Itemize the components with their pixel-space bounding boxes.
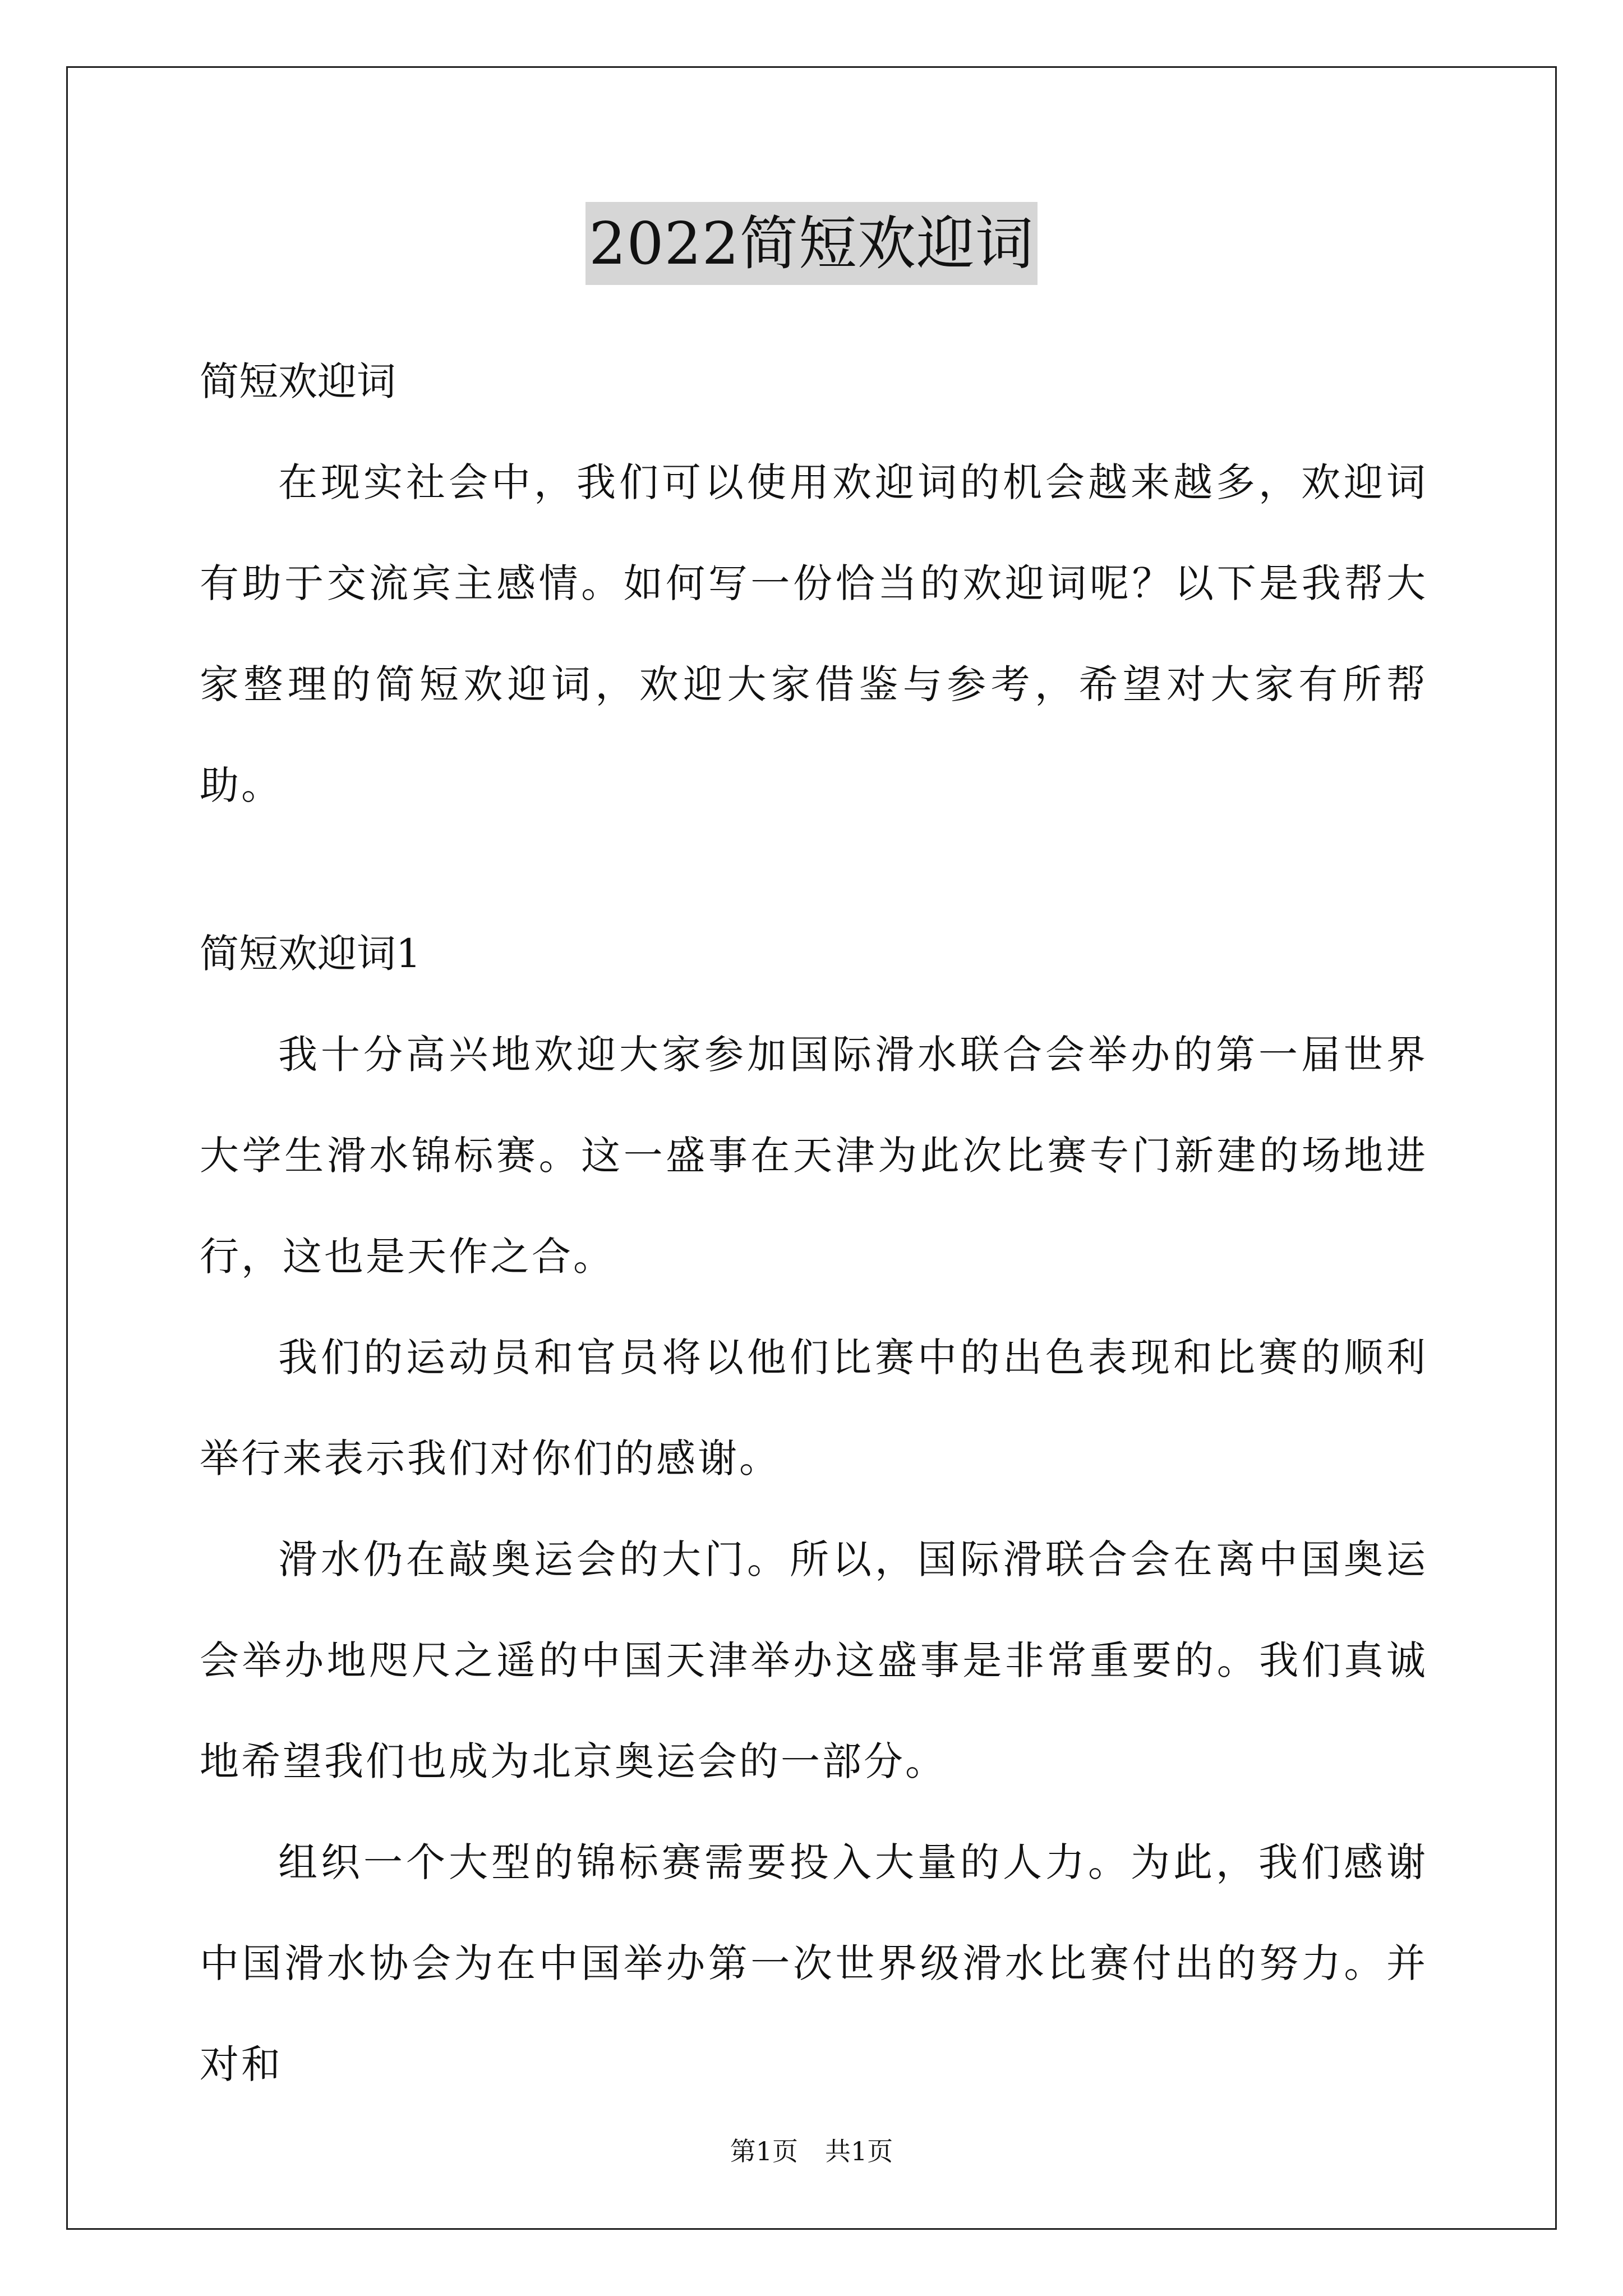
intro-paragraph: 在现实社会中，我们可以使用欢迎词的机会越来越多，欢迎词有助于交流宾主感情。如何写一份恰当的欢迎词呢？以下是我帮大家整理的简短欢迎词，欢迎大家借鉴与参考，希望对大家有所帮助。 — [200, 459, 1428, 808]
section-paragraph: 我们的运动员和官员将以他们比赛中的出色表现和比赛的顺利举行来表示我们对你们的感谢。 — [200, 1335, 1428, 1481]
section-paragraph: 我十分高兴地欢迎大家参加国际滑水联合会举办的第一届世界大学生滑水锦标赛。这一盛事在天津为此次比赛专门新建的场地进行，这也是天作之合。 — [200, 1032, 1428, 1280]
page-footer — [0, 2134, 1623, 2168]
document-title: 2022简短欢迎词 — [585, 202, 1038, 285]
section-heading: 简短欢迎词1 — [200, 931, 421, 977]
document-body — [200, 331, 1428, 2115]
page-total: 共1页 — [825, 2136, 893, 2166]
intro-heading: 简短欢迎词 — [200, 358, 396, 404]
title-container — [0, 202, 1623, 285]
page-number: 第1页 — [730, 2136, 798, 2166]
section-spacer — [200, 836, 1428, 903]
section-paragraph: 滑水仍在敲奥运会的大门。所以，国际滑联合会在离中国奥运会举办地咫尺之遥的中国天津举办这盛事是非常重要的。我们真诚地希望我们也成为北京奥运会的一部分。 — [200, 1536, 1428, 1784]
section-paragraph: 组织一个大型的锦标赛需要投入大量的人力。为此，我们感谢中国滑水协会为在中国举办第一次世界级滑水比赛付出的努力。并对和 — [200, 1839, 1428, 2087]
